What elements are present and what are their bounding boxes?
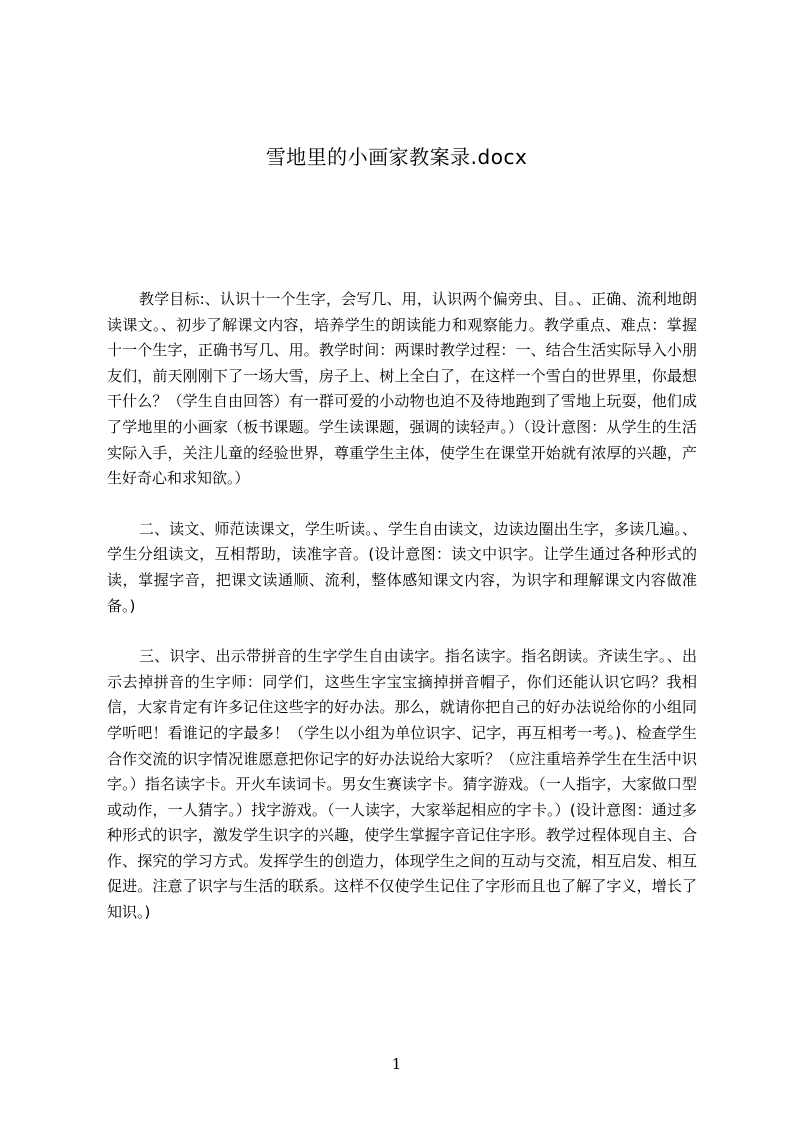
paragraph-character-recognition: 三、识字、出示带拼音的生字学生自由读字。指名读字。指名朗读。齐读生字。、出示去掉拼音的生字师：同学们，这些生字宝宝摘掉拼音帽子，你们还能认识它吗？我相信，大家肯定有许多记住这些字的好办法。那么，就请你把自己的好办法说给你的小组同学听吧！看谁记的字最多！（学生以小组为单位识字、记字，再互相考一考。)、检查学生合作交流的识字情况谁愿意把你记字的好办法说给大家听？（应注重培养学生在生活中识字。）指名读字卡。开火车读词卡。男女生赛读字卡。猜字游戏。（一人指字，大家做口型或动作，一人猜字。）找字游戏。（一人读字，大家举起相应的字卡。）(设计意图：通过多种形式的识字，激发学生识字的兴趣，使学生掌握字音记住字形。教学过程体现自主、合作、探究的学习方式。发挥学生的创造力，体现学生之间的互动与交流，相互启发、相互促进。注意了识字与生活的联系。这样不仅使学生记住了字形而且也了解了字义，增长了知识。) [107, 647, 697, 922]
paragraph-reading: 二、读文、师范读课文，学生听读。、学生自由读文，边读边圈出生字，多读几遍。、学生分组读文，互相帮助，读准字音。(设计意图：读文中识字。让学生通过各种形式的读，掌握字音，把课文读通顺、流利，整体感知课文内容，为识字和理解课文内容做准备。) [107, 519, 697, 615]
page-number: 1 [391, 1055, 402, 1073]
document-body [107, 287, 697, 951]
paragraph-teaching-goals: 教学目标:、认识十一个生字，会写几、用，认识两个偏旁虫、目。、正确、流利地朗读课文。、初步了解课文内容，培养学生的朗读能力和观察能力。教学重点、难点：掌握十一个生字，正确书写几、用。教学时间：两课时教学过程：一、结合生活实际导入小朋友们，前天刚刚下了一场大雪，房子上、树上全白了，在这样一个雪白的世界里，你最想干什么？（学生自由回答）有一群可爱的小动物也迫不及待地跑到了雪地上玩耍，他们成了学地里的小画家（板书课题。学生读课题，强调的读轻声。）（设计意图：从学生的生活实际入手，关注儿童的经验世界，尊重学生主体，使学生在课堂开始就有浓厚的兴趣，产生好奇心和求知欲。） [107, 290, 697, 488]
document-title: 雪地里的小画家教案录.docx [265, 145, 528, 169]
